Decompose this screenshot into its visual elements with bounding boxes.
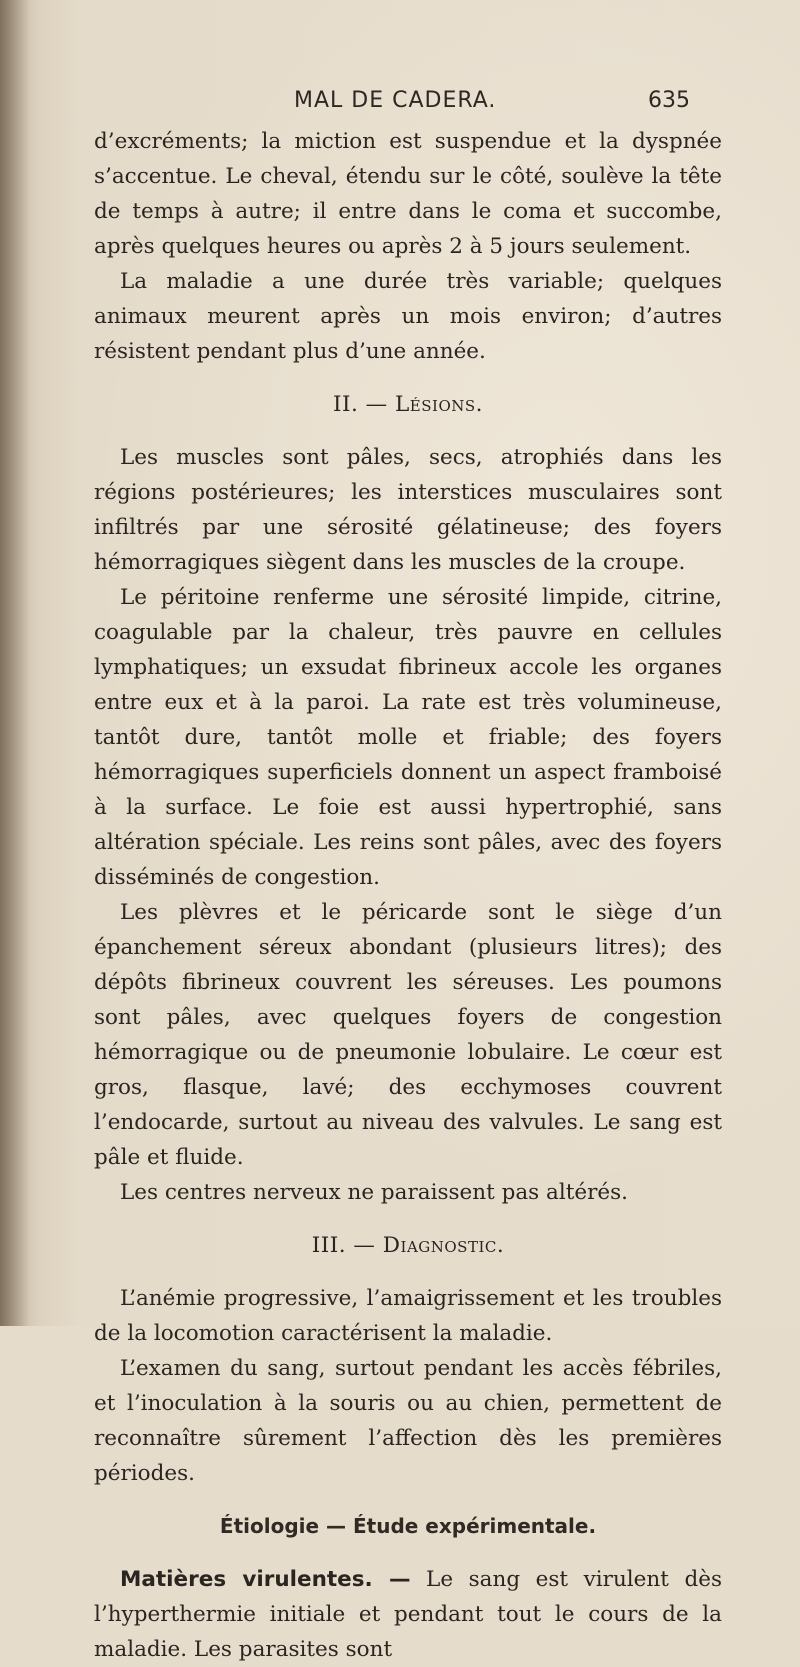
paragraph-body: Le sang est virulent dès l’hyperthermie initiale et pendant tout le cours de la maladie. Les parasites sont [94,1567,722,1662]
paragraph-intro-2: La maladie a une durée très variable; quelques animaux meurent après un mois environ; d’autres résistent pendant plus d’une année. [94,269,722,364]
section-title: Diagnostic. [382,1233,505,1258]
paragraph-lesions-3: Les plèvres et le péricarde sont le siège d’un épanchement séreux abondant (plusieurs litres); des dépôts fibrineux couvrent les séreuses. Les poumons sont pâles, avec quelques foyers de congestion hémorragique ou de pneumonie lobulaire. Le cœur est gros, flasque, lavé; des ecchymoses couvrent l’endocarde, surtout au niveau des valvules. Le sang est pâle et fluide. [94,900,722,1170]
paragraph-diagnostic-1: L’anémie progressive, l’amaigrissement et les troubles de la locomotion caractérisent la maladie. [94,1286,722,1346]
section-title: Lésions. [395,392,483,417]
paragraph-lesions-1: Les muscles sont pâles, secs, atrophiés dans les régions postérieures; les interstices musculaires sont infiltrés par une sérosité gélatineuse; des foyers hémorragiques siègent dans les muscles de la croupe. [94,445,722,575]
section-numeral: III. — [311,1233,376,1258]
page-gutter-shadow [0,0,30,1326]
section-numeral: II. — [333,392,388,417]
running-head [0,88,800,120]
main-text [94,124,722,1667]
section-heading-diagnostic [94,1228,722,1263]
paragraph-intro-1: d’excréments; la miction est suspendue et la dyspnée s’accentue. Le cheval, étendu sur le côté, soulève la tête de temps à autre; il entre dans le coma et succombe, après quelques heures ou après 2 à 5 jours seulement. [94,129,722,259]
paragraph-lesions-4: Les centres nerveux ne paraissent pas altérés. [120,1180,628,1205]
subsection-heading-etiologie: Étiologie — Étude expérimentale. [219,1514,597,1538]
paragraph-lead: Matières virulentes. — [120,1567,411,1592]
paragraph-matieres-virulentes [94,1562,722,1667]
page-number: 635 [648,88,690,113]
section-heading-lesions [94,387,722,422]
running-head-title: MAL DE CADERA. [294,88,497,113]
paragraph-diagnostic-2: L’examen du sang, surtout pendant les accès fébriles, et l’inoculation à la souris ou au chien, permettent de reconnaître sûrement l’affection dès les premières périodes. [94,1356,722,1486]
paragraph-lesions-2: Le péritoine renferme une sérosité limpide, citrine, coagulable par la chaleur, très pauvre en cellules lymphatiques; un exsudat fibrineux accole les organes entre eux et à la paroi. La rate est très volumineuse, tantôt dure, tantôt molle et friable; des foyers hémorragiques superficiels donnent un aspect framboisé à la surface. Le foie est aussi hypertrophié, sans altération spéciale. Les reins sont pâles, avec des foyers disséminés de congestion. [94,585,722,890]
